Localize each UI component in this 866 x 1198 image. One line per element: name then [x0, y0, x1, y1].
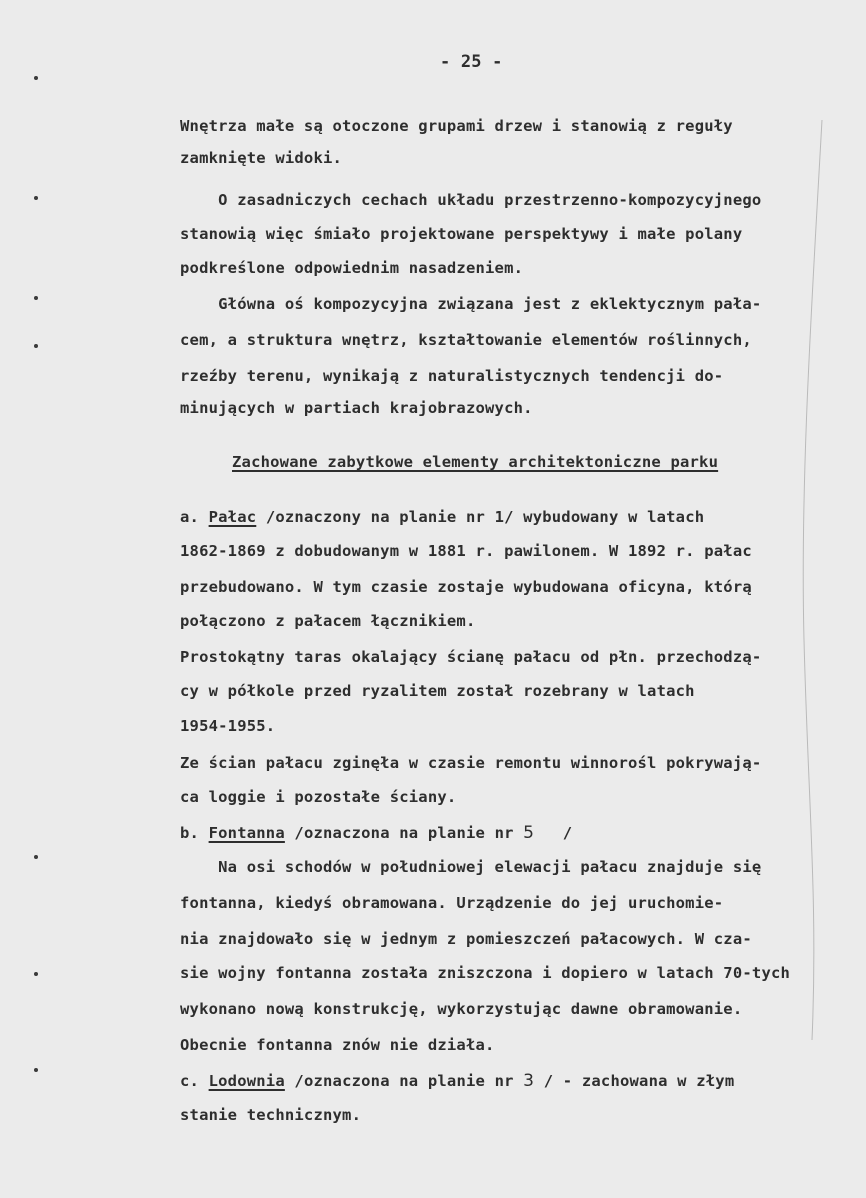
- text-segment: Ze ścian pałacu zginęła w czasie remontu winnorośl pokrywają-: [180, 754, 762, 772]
- text-segment: c.: [180, 1072, 209, 1090]
- text-segment: ca loggie i pozostałe ściany.: [180, 788, 457, 806]
- text-segment: połączono z pałacem łącznikiem.: [180, 612, 476, 630]
- underlined-term: Fontanna: [208, 824, 285, 842]
- margin-dot: [34, 344, 38, 348]
- text-segment: /oznaczona na planie nr: [284, 824, 524, 842]
- text-segment: podkreślone odpowiednim nasadzeniem.: [180, 259, 524, 277]
- text-segment: O zasadniczych cechach układu przestrzenno-kompozycyjnego: [180, 191, 762, 209]
- text-segment: minujących w partiach krajobrazowych.: [180, 399, 533, 417]
- text-segment: 1862-1869 z dobudowanym w 1881 r. pawilonem. W 1892 r. pałac: [180, 542, 752, 560]
- text-line: [180, 1071, 734, 1091]
- underlined-term: Zachowane zabytkowe elementy architektoniczne parku: [232, 453, 719, 471]
- text-line: [180, 258, 523, 278]
- margin-dot: [34, 855, 38, 859]
- text-segment: cem, a struktura wnętrz, kształtowanie elementów roślinnych,: [180, 331, 752, 349]
- text-line: [180, 190, 761, 210]
- text-segment: / - zachowana w złym: [534, 1072, 735, 1090]
- text-segment: fontanna, kiedyś obramowana. Urządzenie do jej uruchomie-: [180, 894, 724, 912]
- text-segment: zamknięte widoki.: [180, 149, 343, 167]
- page-number: - 25 -: [440, 52, 503, 72]
- text-segment: Prostokątny taras okalający ścianę pałacu od płn. przechodzą-: [180, 648, 762, 666]
- text-line: [180, 366, 723, 386]
- text-line: [180, 148, 342, 168]
- text-segment: a.: [180, 508, 209, 526]
- text-line: [180, 224, 742, 244]
- text-line: [180, 577, 752, 597]
- text-line: [180, 116, 733, 136]
- text-segment: wykonano nową konstrukcję, wykorzystując dawne obramowanie.: [180, 1000, 743, 1018]
- section-heading: [232, 452, 718, 472]
- text-segment: przebudowano. W tym czasie zostaje wybudowana oficyna, którą: [180, 578, 752, 596]
- text-segment: stanowią więc śmiało projektowane perspektywy i małe polany: [180, 225, 743, 243]
- text-segment: Obecnie fontanna znów nie działa.: [180, 1036, 495, 1054]
- text-segment: sie wojny fontanna została zniszczona i dopiero w latach 70-tych: [180, 964, 791, 982]
- underlined-term: Pałac: [208, 508, 257, 526]
- margin-dot: [34, 196, 38, 200]
- text-line: [180, 294, 761, 314]
- margin-dot: [34, 972, 38, 976]
- text-segment: /oznaczona na planie nr: [284, 1072, 524, 1090]
- underlined-term: Lodownia: [208, 1072, 285, 1090]
- text-segment: cy w półkole przed ryzalitem został rozebrany w latach: [180, 682, 695, 700]
- text-line: [180, 716, 275, 736]
- margin-dot: [34, 296, 38, 300]
- text-line: [180, 857, 761, 877]
- margin-dot: [34, 1068, 38, 1072]
- text-segment: b.: [180, 824, 209, 842]
- text-segment: Główna oś kompozycyjna związana jest z eklektycznym pała-: [180, 295, 762, 313]
- handwritten-number: 5: [523, 823, 535, 843]
- text-line: [180, 330, 752, 350]
- text-line: [180, 647, 761, 667]
- text-line: [180, 681, 695, 701]
- text-line: [180, 823, 572, 843]
- text-segment: 1954-1955.: [180, 717, 276, 735]
- text-segment: rzeźby terenu, wynikają z naturalistycznych tendencji do-: [180, 367, 724, 385]
- text-line: [180, 787, 456, 807]
- text-segment: /oznaczony na planie nr 1/ wybudowany w latach: [256, 508, 705, 526]
- text-line: [180, 929, 752, 949]
- text-segment: stanie technicznym.: [180, 1106, 362, 1124]
- text-line: [180, 999, 742, 1019]
- text-segment: Wnętrza małe są otoczone grupami drzew i stanowią z reguły: [180, 117, 733, 135]
- text-line: [180, 753, 761, 773]
- text-line: [180, 893, 723, 913]
- text-line: [180, 1105, 361, 1125]
- margin-dot: [34, 76, 38, 80]
- text-line: [180, 611, 476, 631]
- text-line: [180, 963, 790, 983]
- text-segment: /: [534, 824, 573, 842]
- text-segment: Na osi schodów w południowej elewacji pałacu znajduje się: [180, 858, 762, 876]
- handwritten-number: 3: [523, 1071, 535, 1091]
- text-line: [180, 398, 533, 418]
- text-line: [180, 1035, 495, 1055]
- text-line: [180, 541, 752, 561]
- text-line: [180, 507, 704, 527]
- text-segment: nia znajdowało się w jednym z pomieszczeń pałacowych. W cza-: [180, 930, 752, 948]
